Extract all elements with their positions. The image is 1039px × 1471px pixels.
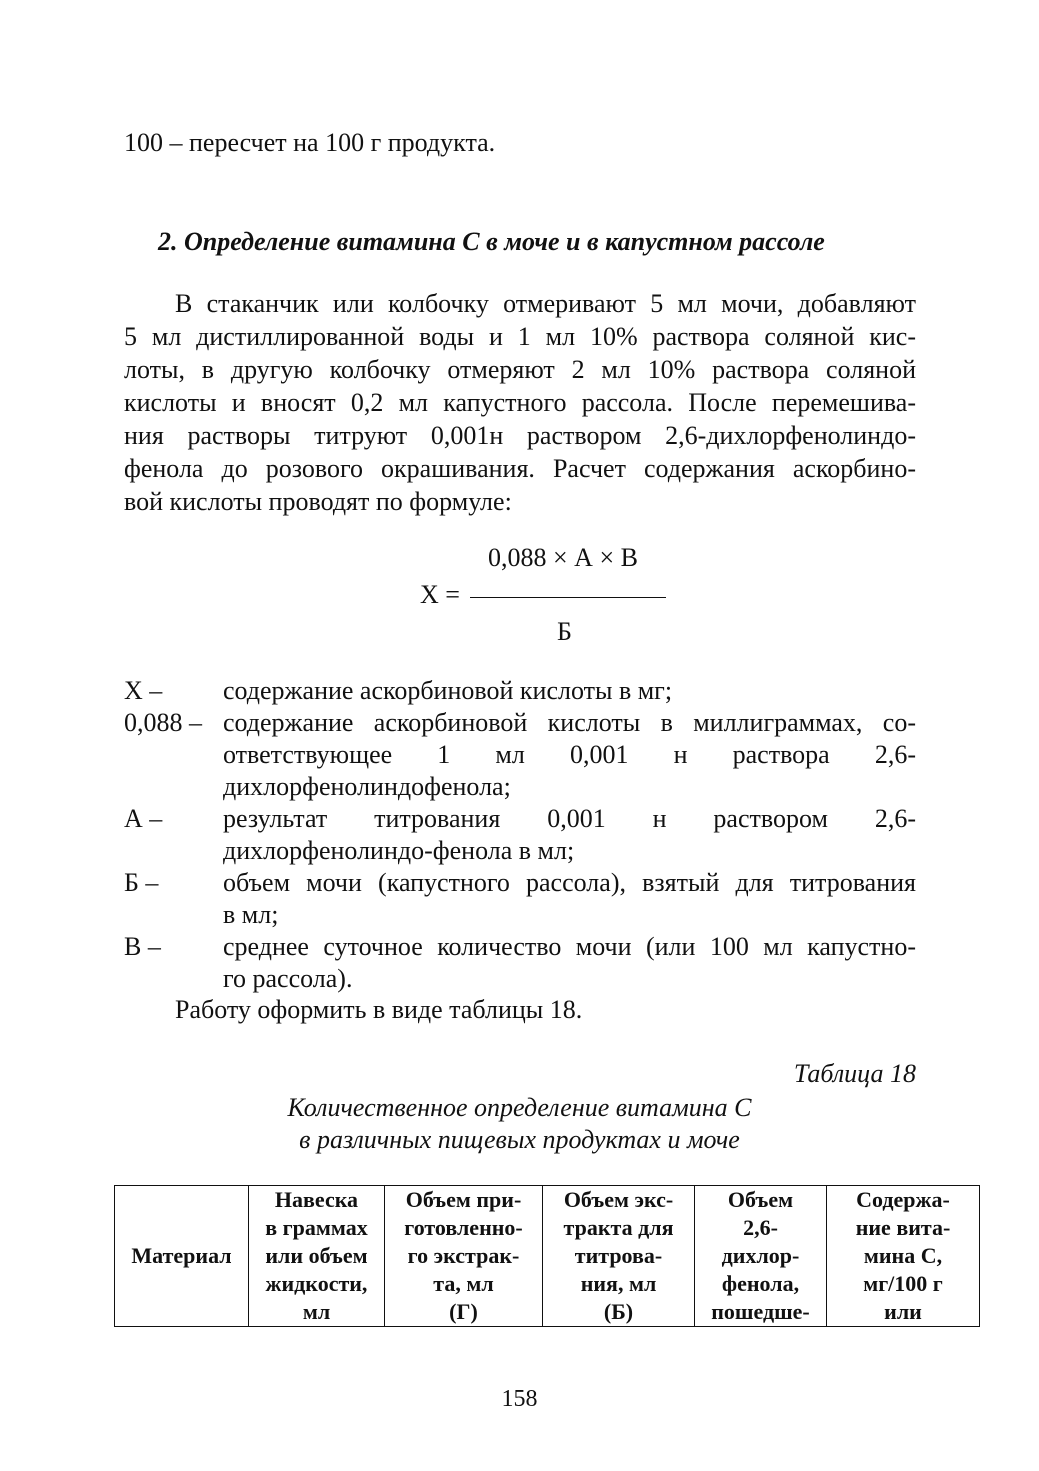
definition-item [124,867,916,931]
paragraph-line: кислоты и вносят 0,2 мл капустного рассола. После перемешива- [124,388,916,417]
definition-term: 0,088 – [124,708,202,737]
definition-text [223,707,916,803]
definition-line: в мл; [223,900,279,929]
definition-text [223,931,916,995]
table-title: Количественное определение витамина С [287,1093,752,1122]
header-titration-volume: Объем экс- тракта для титрова- ния, мл (Б) [543,1186,695,1327]
paragraph-line: фенола до розового окрашивания. Расчет содержания аскорбино- [124,454,916,483]
header-vitamin-content: Содержа- ние вита- мина С, мг/100 г или [827,1186,980,1327]
definitions-list [124,675,916,995]
formula-denominator: Б [557,617,572,646]
definition-item [124,803,916,867]
definition-term: В – [124,932,161,961]
definition-line: содержание аскорбиновой кислоты в миллиграммах, со- [223,708,916,737]
definition-term: Х – [124,676,163,705]
definition-item [124,931,916,995]
paragraph-line: ния растворы титруют 0,001н раствором 2,6-дихлорфенолиндо- [124,421,916,450]
paragraph-line: вой кислоты проводят по формуле: [124,487,512,516]
definition-line: дихлорфенолиндо-фенола в мл; [223,836,575,865]
definition-line: результат титрования 0,001 н раствором 2,6- [223,804,916,833]
definition-line: объем мочи (капустного рассола), взятый для титрования [223,868,916,897]
definition-line: ответствующее 1 мл 0,001 н раствора 2,6- [223,740,916,769]
definition-text [223,803,916,867]
instruction-line: Работу оформить в виде таблицы 18. [175,995,583,1024]
table-number: Таблица 18 [793,1059,916,1088]
formula [420,543,680,646]
paragraph-line: лоты, в другую колбочку отмеряют 2 мл 10% раствора соляной [124,355,916,384]
fraction-bar [470,597,666,598]
formula-numerator: 0,088 × А × В [488,543,638,572]
definition-line: го рассола). [223,964,353,993]
table-subtitle: в различных пищевых продуктах и моче [299,1125,740,1154]
table-header-row [115,1186,980,1327]
vitamin-c-table [114,1185,980,1327]
definition-text [223,867,916,931]
definition-item [124,675,916,707]
paragraph-line: В стаканчик или колбочку отмеривают 5 мл мочи, добавляют [175,289,916,318]
paragraph-line: 5 мл дистиллированной воды и 1 мл 10% раствора соляной кис- [124,322,916,351]
definition-line: среднее суточное количество мочи (или 100 мл капустно- [223,932,916,961]
header-extract-volume: Объем при- готовленно- го экстрак- та, мл (Г) [385,1186,543,1327]
definition-text [223,675,916,707]
body-paragraph [124,287,916,518]
page-number: 158 [501,1386,538,1412]
header-sample-weight: Навеска в граммах или объем жидкости, мл [249,1186,385,1327]
header-reagent-volume: Объем 2,6- дихлор- фенола, пошедше- [695,1186,827,1327]
header-material: Материал [115,1186,249,1327]
top-line: 100 – пересчет на 100 г продукта. [124,128,496,157]
definition-term: А – [124,804,163,833]
definition-item [124,707,916,803]
definition-term: Б – [124,868,159,897]
definition-line: дихлорфенолиндофенола; [223,772,511,801]
definition-line: содержание аскорбиновой кислоты в мг; [223,676,673,705]
section-heading: 2. Определение витамина С в моче и в капустном рассоле [158,227,825,256]
formula-lhs: Х = [420,580,460,609]
